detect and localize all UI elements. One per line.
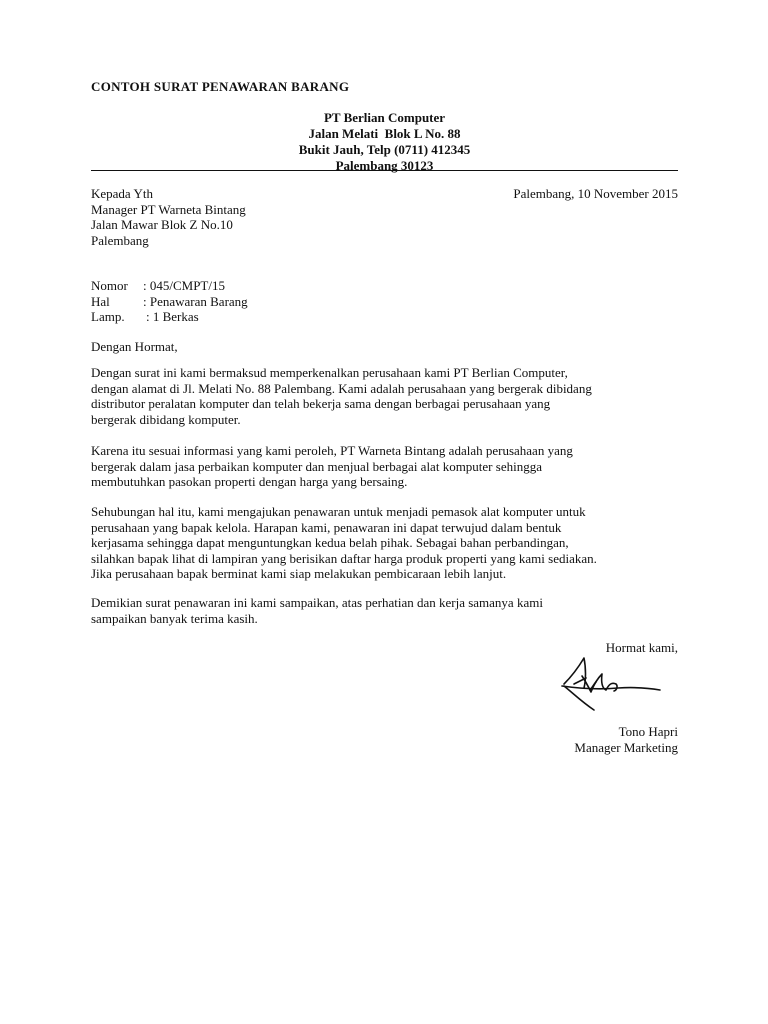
body-paragraph-2 <box>91 443 691 490</box>
letterhead-area-phone: Bukit Jauh, Telp (0711) 412345 <box>298 142 471 157</box>
letterhead-divider <box>91 170 678 171</box>
reference-row-nomor <box>91 278 248 294</box>
paragraph-line: kerjasama sehingga dapat menguntungkan kedua belah pihak. Sebagai bahan perbandingan, <box>91 535 569 551</box>
body-paragraph-1 <box>91 365 691 427</box>
reference-value: : 045/CMPT/15 <box>143 278 225 293</box>
paragraph-line: Demikian surat penawaran ini kami sampaikan, atas perhatian dan kerja samanya kami <box>91 595 543 610</box>
reference-label: Lamp. <box>91 309 125 325</box>
recipient-block <box>91 186 246 248</box>
body-paragraph-3 <box>91 504 691 582</box>
reference-label: Hal <box>91 293 110 309</box>
document-title: CONTOH SURAT PENAWARAN BARANG <box>91 79 350 94</box>
letterhead <box>91 110 678 174</box>
reference-value: : Penawaran Barang <box>143 293 248 309</box>
signer-block <box>574 724 678 755</box>
reference-block <box>91 278 248 325</box>
reference-row-hal <box>91 294 248 310</box>
paragraph-line: silahkan bapak lihat di lampiran yang berisikan daftar harga produk properti yang kami sediakan. <box>91 550 597 566</box>
handwritten-signature <box>556 654 666 718</box>
paragraph-line: sampaikan banyak terima kasih. <box>91 610 258 626</box>
recipient-line: Jalan Mawar Blok Z No.10 <box>91 217 233 233</box>
paragraph-line: bergerak dalam jasa perbaikan komputer dan menjual berbagai alat komputer sehingga <box>91 458 542 474</box>
paragraph-line: perusahaan yang bapak kelola. Harapan kami, penawaran ini dapat terwujud dalam bentuk <box>91 519 562 535</box>
reference-row-lamp <box>91 309 248 325</box>
salutation: Dengan Hormat, <box>91 339 178 354</box>
body-paragraph-4 <box>91 595 691 626</box>
letterhead-company: PT Berlian Computer <box>323 110 446 125</box>
letterhead-city-zip: Palembang 30123 <box>335 158 434 173</box>
letter-date: Palembang, 10 November 2015 <box>513 186 678 201</box>
reference-label: Nomor <box>91 278 128 293</box>
paragraph-line: membutuhkan pasokan properti dengan harga yang bersaing. <box>91 474 408 490</box>
recipient-line: Palembang <box>91 232 149 248</box>
closing: Hormat kami, <box>605 640 678 655</box>
recipient-line: Kepada Yth <box>91 186 153 201</box>
paragraph-line: Jika perusahaan bapak berminat kami siap melakukan pembicaraan lebih lanjut. <box>91 566 507 582</box>
letterhead-street: Jalan Melati Blok L No. 88 <box>308 126 461 141</box>
paragraph-line: distributor peralatan komputer dan telah bekerja sama dengan berbagai perusahaan yang <box>91 396 551 412</box>
signer-title: Manager Marketing <box>574 739 678 755</box>
signer-name: Tono Hapri <box>618 724 678 739</box>
paragraph-line: Sehubungan hal itu, kami mengajukan penawaran untuk menjadi pemasok alat komputer untuk <box>91 504 586 519</box>
reference-value: : 1 Berkas <box>146 309 199 325</box>
paragraph-line: Karena itu sesuai informasi yang kami peroleh, PT Warneta Bintang adalah perusahaan yang <box>91 443 573 458</box>
paragraph-line: bergerak dibidang komputer. <box>91 411 241 427</box>
paragraph-line: Dengan surat ini kami bermaksud memperkenalkan perusahaan kami PT Berlian Computer, <box>91 365 568 380</box>
recipient-line: Manager PT Warneta Bintang <box>91 201 246 217</box>
paragraph-line: dengan alamat di Jl. Melati No. 88 Palembang. Kami adalah perusahaan yang bergerak dibidang <box>91 380 592 396</box>
